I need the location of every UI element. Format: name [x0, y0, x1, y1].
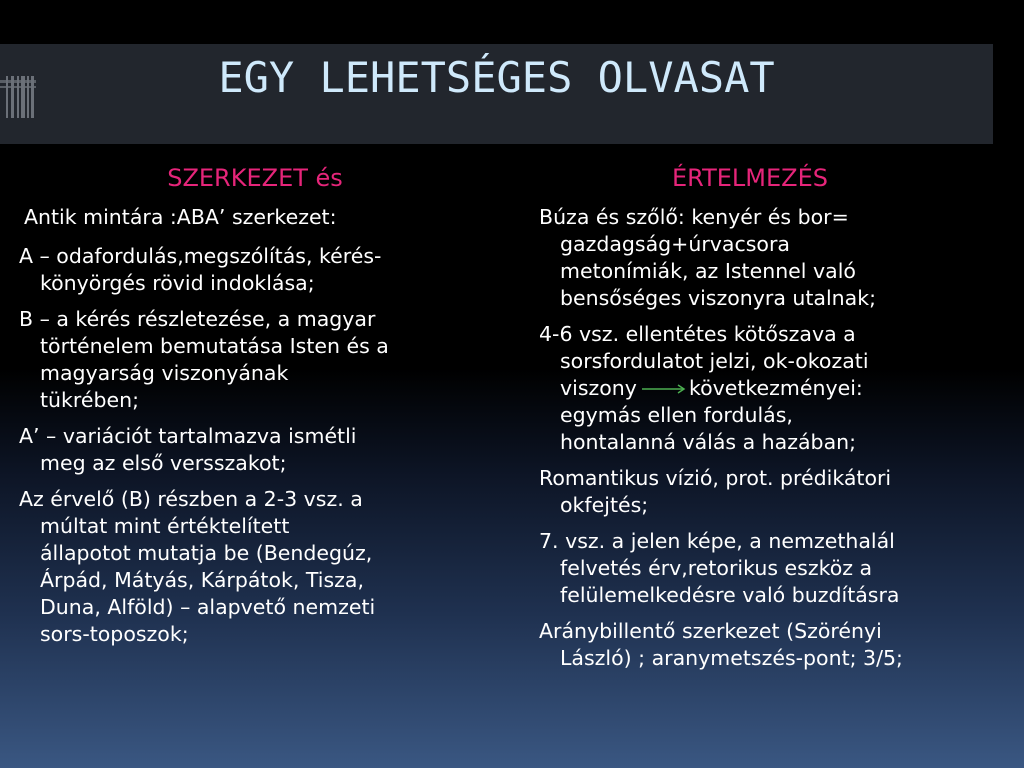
list-item: Antik mintára :ABA’ szerkezet: — [24, 205, 337, 229]
list-item: A – odafordulás,megszólítás, kérés- könyörgés rövid indoklása; — [19, 244, 382, 295]
list-item-text: következményei: — [688, 376, 863, 400]
list-item-text: 4-6 vsz. ellentétes kötőszava a sorsfordulatot jelzi, ok-okozati — [539, 322, 869, 373]
interpretation-column — [520, 158, 1020, 681]
structure-column — [0, 158, 510, 657]
list-item: A’ – variációt tartalmazva ismétli meg az első versszakot; — [19, 424, 357, 475]
right-arrow-icon — [641, 383, 687, 395]
interpretation-list — [520, 204, 1020, 672]
list-item: Romantikus vízió, prot. prédikátori okfejtés; — [539, 466, 892, 517]
list-item: Búza és szőlő: kenyér és bor= gazdagság+úrvacsora metonímiák, az Istennel való bensőséges viszonyra utalnak; — [539, 205, 877, 310]
list-item: Az érvelő (B) részben a 2-3 vsz. a múltat mint értéktelített állapotot mutatja be (Bendegúz, Árpád, Mátyás, Kárpátok, Tisza, Duna, Alföld) – alapvető nemzeti sors-toposzok; — [19, 487, 376, 646]
structure-heading: SZERKEZET és — [167, 164, 343, 192]
list-item-text: egymás ellen fordulás, hontalanná válás a hazában; — [560, 403, 857, 454]
structure-list — [0, 204, 510, 648]
list-item: Aránybillentő szerkezet (Szörényi László) ; aranymetszés-pont; 3/5; — [539, 619, 903, 670]
list-item — [520, 321, 1020, 456]
list-item-text: viszony — [560, 376, 637, 400]
list-item: 7. vsz. a jelen képe, a nemzethalál felvetés érv,retorikus eszköz a felülemelkedésre való buzdításra — [539, 529, 900, 607]
list-item: B – a kérés részletezése, a magyar történelem bemutatása Isten és a magyarság viszonyának tükrében; — [19, 307, 389, 412]
interpretation-heading: ÉRTELMEZÉS — [672, 164, 828, 192]
slide-title: EGY LEHETSÉGES OLVASAT — [218, 53, 775, 102]
